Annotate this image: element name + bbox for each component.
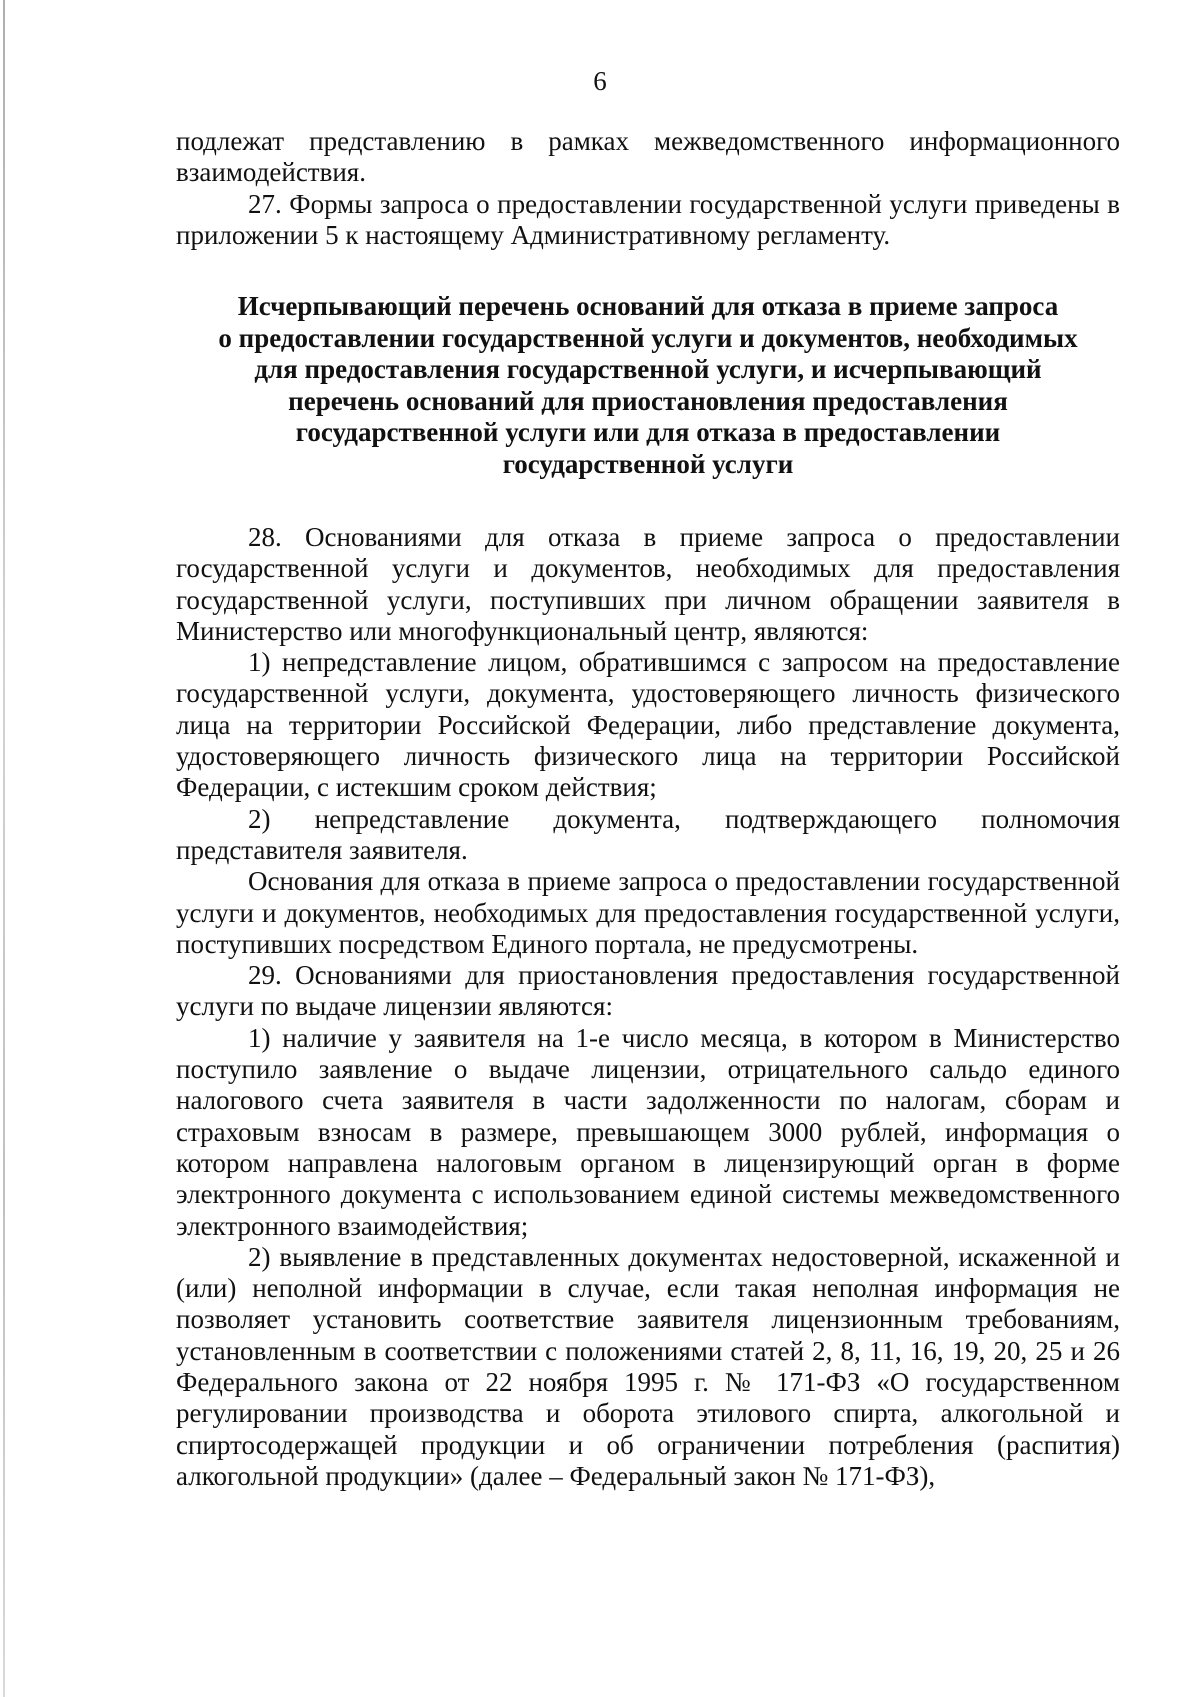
- scan-edge-shadow: [3, 0, 5, 1697]
- heading-line: о предоставлении государственной услуги и документов, необходимых: [218, 322, 1078, 353]
- heading-line: для предоставления государственной услуги, и исчерпывающий: [254, 354, 1042, 385]
- intro-text-block: [176, 126, 1120, 251]
- section-heading: [176, 291, 1120, 481]
- heading-line: Исчерпывающий перечень оснований для отказа в приеме запроса: [237, 291, 1059, 321]
- paragraph-28-portal-note: Основания для отказа в приеме запроса о предоставлении государственной услуги и документов, необходимых для предоставления государственной услуги, поступивших посредством Единого портала, не предусмотрены.: [176, 866, 1120, 959]
- main-text-block: [176, 522, 1120, 1492]
- paragraph-29-item-2: 2) выявление в представленных документах недостоверной, искаженной и (или) неполной информации в случае, если такая неполная информация не позволяет установить соответствие заявителя лицензионным требованиям, установленным в соответствии с положениями статей 2, 8, 11, 16, 19, 20, 25 и 26 Федерального закона от 22 ноября 1995 г. № 171-ФЗ «О государственном регулировании производства и оборота этилового спирта, алкогольной и спиртосодержащей продукции и об ограничении потребления (распития) алкогольной продукции» (далее – Федеральный закон № 171-ФЗ),: [176, 1241, 1120, 1491]
- paragraph-28: 28. Основаниями для отказа в приеме запроса о предоставлении государственной услуги и документов, необходимых для предоставления государственной услуги, поступивших при личном обращении заявителя в Министерство или многофункциональный центр, являются:: [176, 522, 1120, 646]
- page-number: 6: [593, 66, 607, 96]
- heading-line: перечень оснований для приостановления предоставления: [288, 385, 1008, 416]
- paragraph-27: 27. Формы запроса о предоставлении государственной услуги приведены в приложении 5 к настоящему Административному регламенту.: [176, 188, 1120, 250]
- paragraph-28-item-2: 2) непредставление документа, подтверждающего полномочия представителя заявителя.: [176, 803, 1120, 865]
- paragraph-29: 29. Основаниями для приостановления предоставления государственной услуги по выдаче лицензии являются:: [176, 960, 1120, 1022]
- heading-line: государственной услуги или для отказа в предоставлении: [295, 417, 1001, 448]
- paragraph-28-item-1: 1) непредставление лицом, обратившимся с запросом на предоставление государственной услуги, документа, удостоверяющего личность физического лица на территории Российской Федерации, либо представление документа, удостоверяющего личность физического лица на территории Российской Федерации, с истекшим сроком действия;: [176, 647, 1120, 803]
- paragraph-continuation: подлежат представлению в рамках межведомственного информационного взаимодействия.: [176, 126, 1120, 188]
- heading-line: государственной услуги: [502, 448, 794, 479]
- paragraph-29-item-1: 1) наличие у заявителя на 1-е число месяца, в котором в Министерство поступило заявление о выдаче лицензии, отрицательного сальдо единого налогового счета заявителя в части задолженности по налогам, сборам и страховым взносам в размере, превышающем 3000 рублей, информация о котором направлена налоговым органом в лицензирующий орган в форме электронного документа с использованием единой системы межведомственного электронного взаимодействия;: [176, 1022, 1120, 1241]
